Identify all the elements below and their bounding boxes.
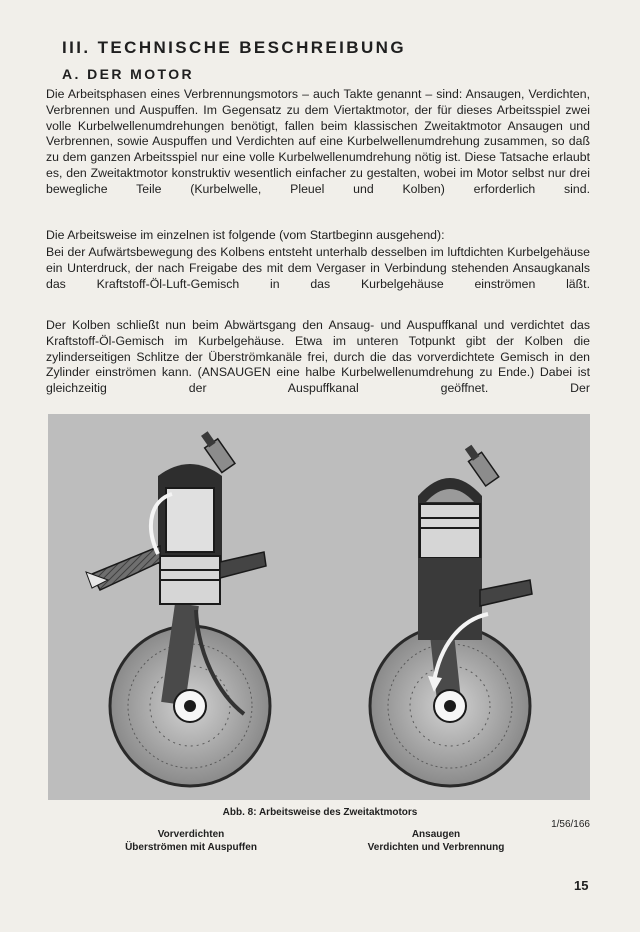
- paragraph-intro: Die Arbeitsphasen eines Verbrennungsmotors – auch Takte genannt – sind: Ansaugen, Verdichten, Verbrennen und Auspuffen. Im Gegensatz zu dem Viertaktmotor, der für dieses Arbeitsspiel zwei volle Kurbelwellenumdrehungen benötigt, fallen beim klassischen Zweitaktmotor Ansaugen und Verbrennen, sowie Auspuffen und Verdichten auf eine Kurbelwellenumdrehung zusammen, so daß zu dem ganzen Arbeitsspiel nur eine volle Kurbelwellenumdrehung nötig ist. Diese Tatsache erlaubt es, den Zweitaktmotor konstruktiv wesentlich einfacher zu gestalten, wobei im Motor selbst nur drei bewegliche Teile (Kurbelwelle, Pleuel und Kolben) erforderlich sind.: [46, 87, 590, 196]
- subsection-heading: A. DER MOTOR: [62, 66, 194, 82]
- right-label-line-2: Verdichten und Verbrennung: [367, 842, 505, 853]
- section-heading: III. TECHNISCHE BESCHREIBUNG: [62, 38, 406, 57]
- paragraph-upstroke: Bei der Aufwärtsbewegung des Kolbens entsteht unterhalb desselben im luftdichten Kurbelgehäuse ein Unterdruck, der nach Freigabe des mit dem Vergaser in Verbindung stehenden Ansaugkanals das Kraftstoff-Öl-Luft-Gemisch in das Kurbelgehäuse einströmen läßt.: [46, 245, 590, 291]
- right-engine-diagram: [370, 442, 532, 786]
- left-label-line-2: Überströmen mit Auspuffen: [125, 842, 257, 853]
- figure-reference: 1/56/166: [551, 819, 590, 830]
- paragraph-downstroke: Der Kolben schließt nun beim Abwärtsgang den Ansaug- und Auspuffkanal und verdichtet das Kraftstoff-Öl-Gemisch im Kurbelgehäuse. Etwa im unteren Totpunkt gibt der Kolben die zylinderseitigen Schlitze der Überströmkanäle frei, durch die das vorverdichtete Gemisch in den Zylinder einströmen kann. (ANSAUGEN eine halbe Kurbelwellenumdrehung zu Ende.) Dabei ist gleichzeitig der Auspuffkanal geöffnet. Der: [46, 318, 590, 396]
- left-engine-diagram: [86, 429, 270, 786]
- engine-illustration: [48, 414, 590, 800]
- paragraph-method-intro: Die Arbeitsweise im einzelnen ist folgende (vom Startbeginn ausgehend):: [46, 228, 445, 242]
- page-number: 15: [574, 878, 589, 893]
- right-label-line-1: Ansaugen: [411, 829, 461, 840]
- right-figure-label: [336, 828, 536, 854]
- figure-caption: Abb. 8: Arbeitsweise des Zweitaktmotors: [222, 807, 418, 818]
- left-label-line-1: Vorverdichten: [157, 829, 225, 840]
- left-figure-label: [96, 828, 286, 854]
